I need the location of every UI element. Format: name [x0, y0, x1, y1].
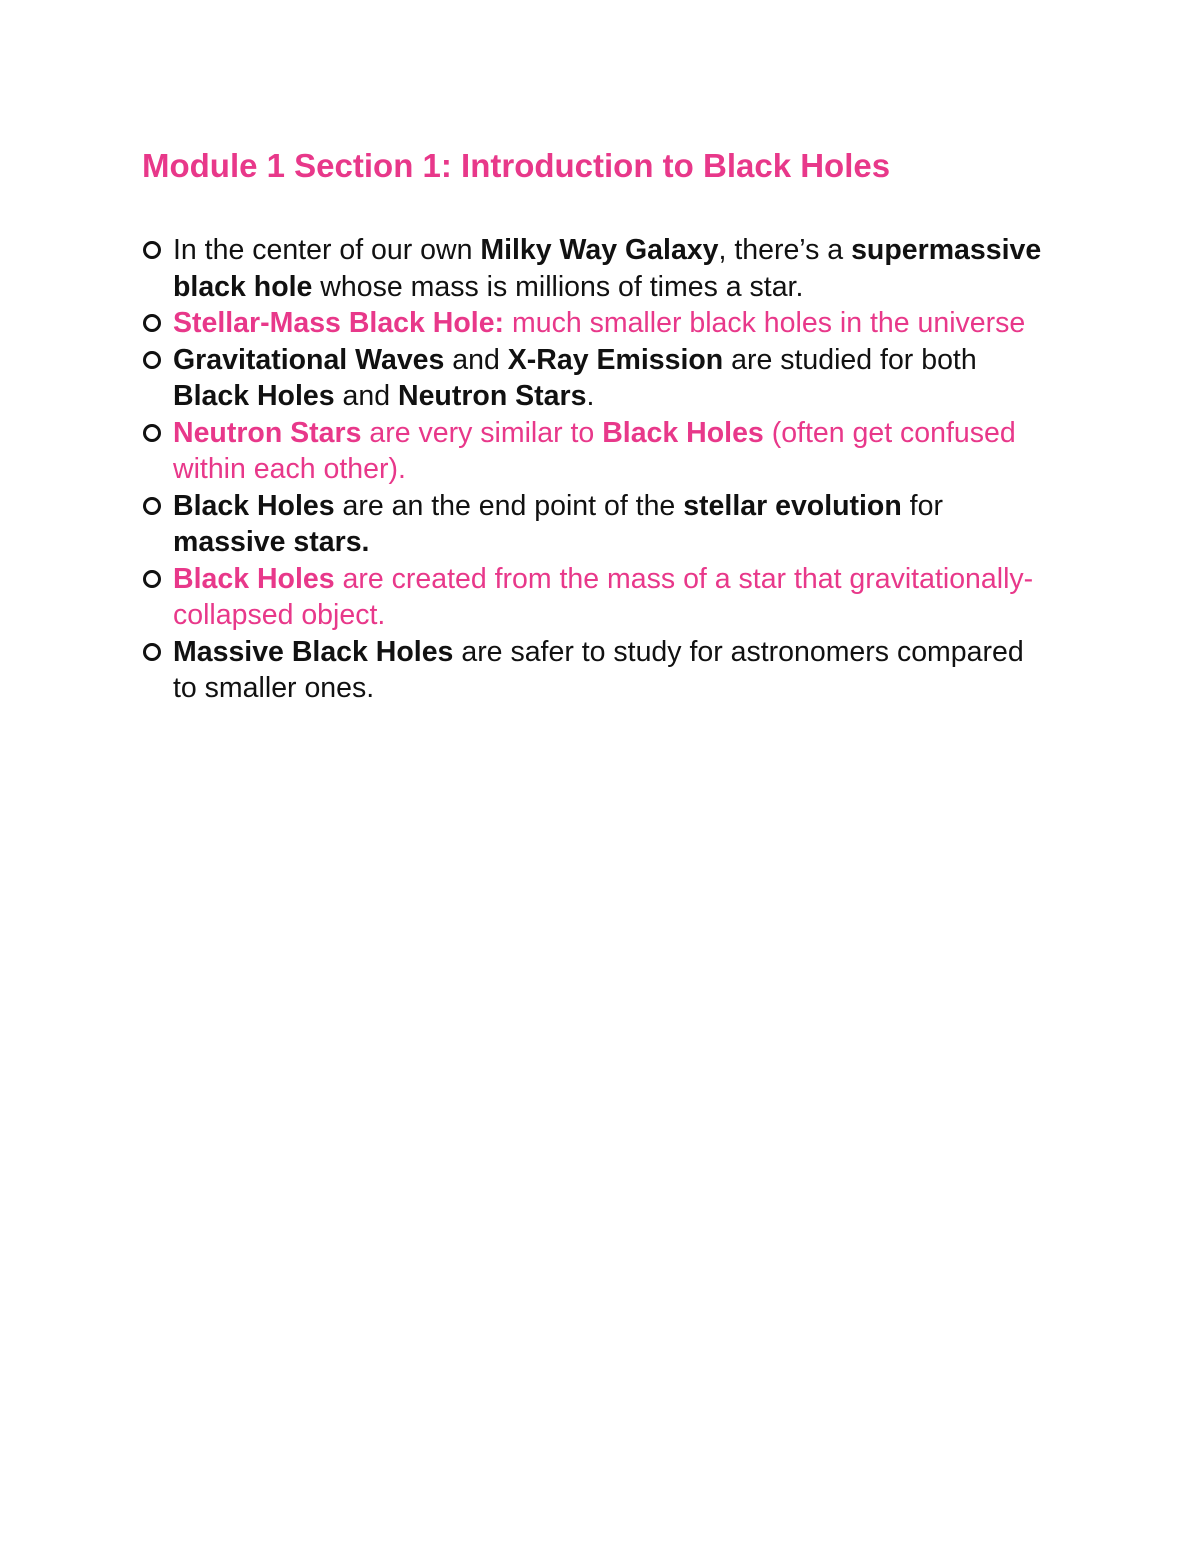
- bullet-circle-icon: [143, 497, 161, 515]
- bullet-circle-icon: [143, 424, 161, 442]
- body-text: (often get confused within each other).: [173, 416, 1016, 485]
- list-item: [142, 342, 1042, 415]
- bold-term: Neutron Stars: [397, 380, 587, 412]
- list-item: [142, 488, 1042, 561]
- page-title: Module 1 Section 1: Introduction to Black Holes: [142, 147, 891, 184]
- bold-term: Stellar-Mass Black Hole:: [173, 307, 505, 339]
- bold-term: Massive Black Holes: [173, 635, 454, 668]
- bullet-circle-icon: [143, 570, 161, 588]
- body-text: whose mass is millions of times a star.: [312, 270, 804, 303]
- bold-term: Neutron Stars: [173, 416, 362, 449]
- bullet-circle-icon: [143, 351, 161, 369]
- body-text: are very similar to: [361, 416, 603, 449]
- body-text: .: [586, 380, 595, 412]
- bold-term: Black Holes: [173, 562, 335, 595]
- body-text: are safer to study for astronomers compared to smaller ones.: [173, 635, 1024, 704]
- bold-term: Black Holes: [173, 489, 335, 522]
- bold-term: massive stars.: [173, 526, 370, 558]
- bold-term: Milky Way Galaxy: [480, 234, 719, 266]
- bullet-circle-icon: [143, 314, 161, 332]
- body-text: and: [444, 343, 508, 376]
- list-item: [142, 232, 1042, 305]
- bold-term: Black Holes: [173, 380, 335, 412]
- bold-term: supermassive black hole: [173, 234, 1042, 303]
- body-text: for: [901, 489, 943, 522]
- bullet-list: [142, 232, 1042, 707]
- list-item: [142, 634, 1042, 707]
- body-text: In the center of our own: [173, 234, 481, 266]
- list-item: [142, 415, 1042, 488]
- bold-term: X-Ray Emission: [507, 343, 724, 376]
- bullet-circle-icon: [143, 643, 161, 661]
- list-item: [142, 305, 1042, 342]
- body-text: are an the end point of the: [334, 489, 684, 522]
- body-text: and: [334, 380, 398, 412]
- bold-term: Gravitational Waves: [173, 343, 445, 376]
- body-text: are created from the mass of a star that gravitationally-collapsed object.: [173, 562, 1034, 631]
- body-text: are studied for both: [723, 343, 977, 376]
- body-text: much smaller black holes in the universe: [504, 307, 1026, 339]
- bullet-circle-icon: [143, 241, 161, 259]
- bold-term: Black Holes: [602, 416, 764, 449]
- bold-term: stellar evolution: [683, 489, 902, 522]
- list-item: [142, 561, 1042, 634]
- body-text: , there’s a: [718, 234, 852, 266]
